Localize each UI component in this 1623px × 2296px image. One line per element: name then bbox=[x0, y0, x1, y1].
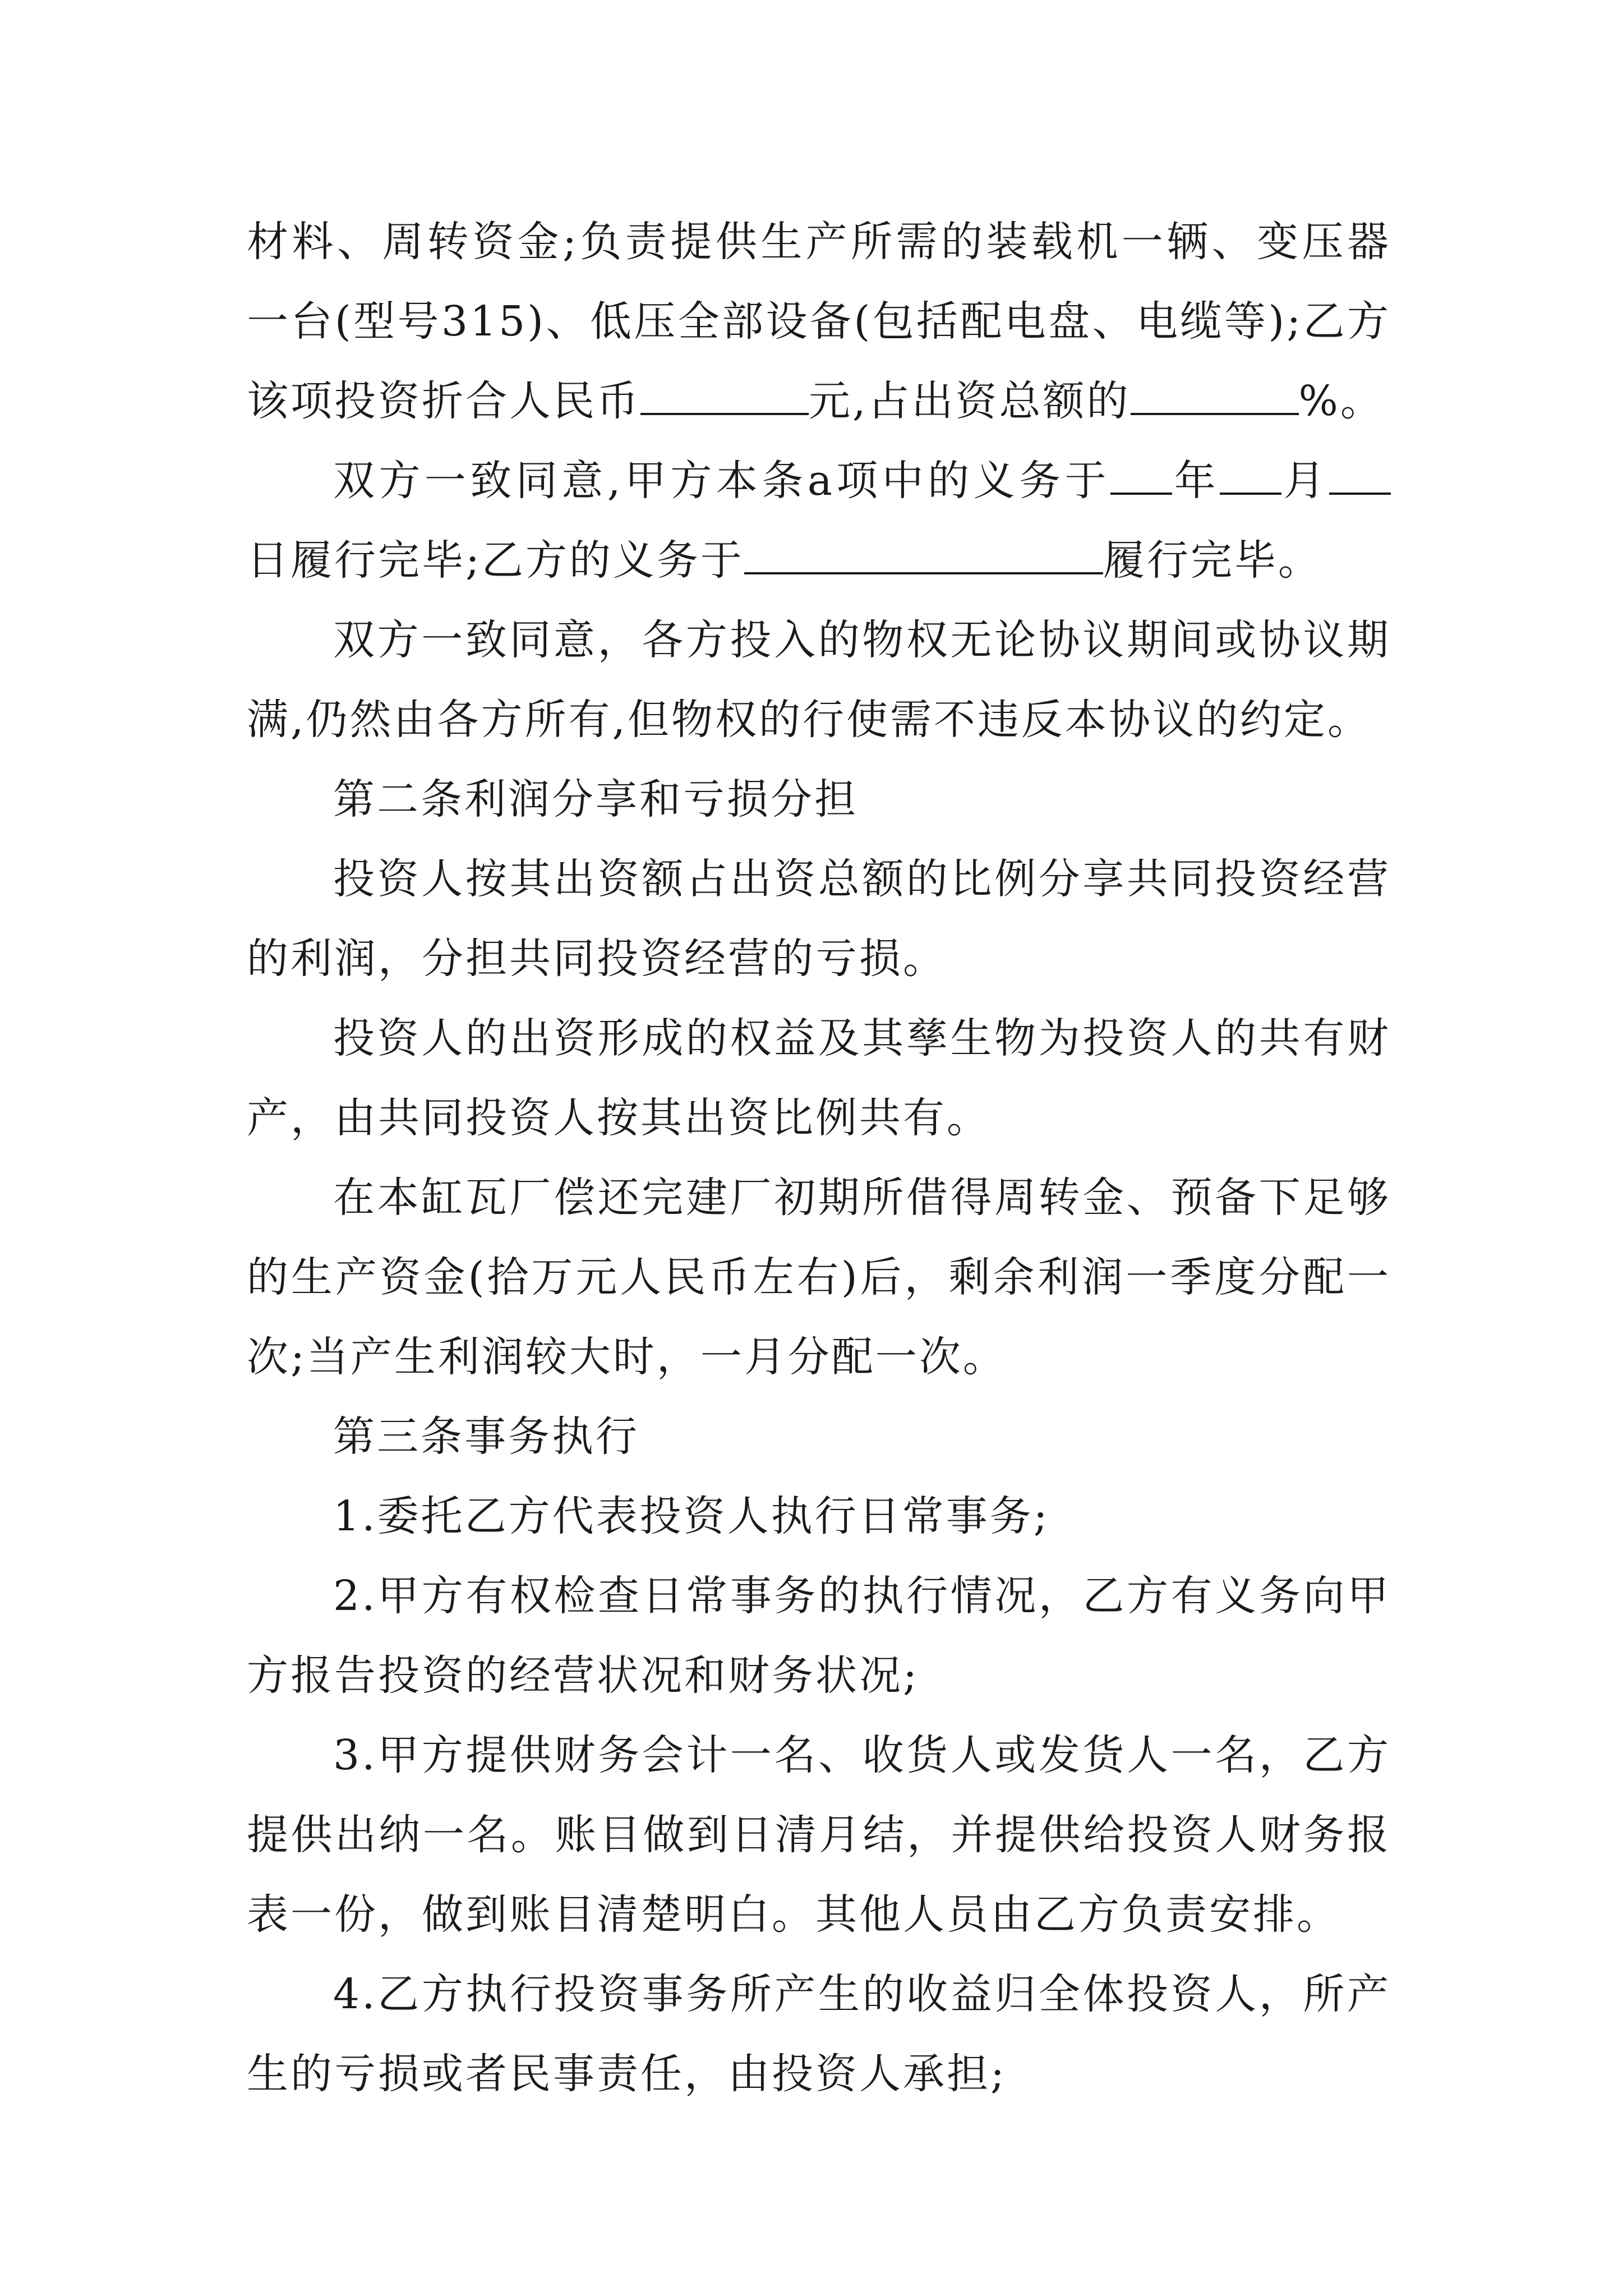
list-item-2: 2.甲方有权检查日常事务的执行情况，乙方有义务向甲方报告投资的经营状况和财务状况; bbox=[247, 1572, 1391, 1700]
blank-day bbox=[1329, 458, 1391, 495]
list-item-4: 4.乙方执行投资事务所产生的收益归全体投资人，所产生的亏损或者民事责任，由投资人承担; bbox=[247, 1970, 1391, 2098]
paragraph-text: 日履行完毕;乙方的义务于 bbox=[247, 536, 744, 585]
paragraph-profit-sharing: 投资人按其出资额占出资总额的比例分享共同投资经营的利润，分担共同投资经营的亏损。 bbox=[247, 855, 1391, 983]
blank-year bbox=[1110, 458, 1172, 495]
paragraph-text: 履行完毕。 bbox=[1103, 536, 1322, 585]
paragraph-obligation-dates bbox=[247, 441, 1391, 600]
section-heading-article-3: 第三条事务执行 bbox=[333, 1412, 639, 1461]
paragraph-text: 材料、周转资金;负责提供生产所需的装载机一辆、变压器一台(型号315)、低压全部设备(包括配电盘、电缆等);乙方该项投资折合人民币 bbox=[247, 218, 1391, 425]
list-item-3: 3.甲方提供财务会计一名、收货人或发货人一名，乙方提供出纳一名。账目做到日清月结，并提供给投资人财务报表一份，做到账目清楚明白。其他人员由乙方负责安排。 bbox=[247, 1731, 1391, 1939]
blank-percentage bbox=[1131, 378, 1299, 415]
section-heading-article-2: 第二条利润分享和亏损分担 bbox=[333, 775, 858, 823]
list-item-1: 1.委托乙方代表投资人执行日常事务; bbox=[333, 1492, 1050, 1540]
blank-month bbox=[1220, 458, 1281, 495]
paragraph-text: 双方一致同意,甲方本条a项中的义务于 bbox=[333, 457, 1111, 505]
document-body bbox=[247, 202, 1391, 2114]
paragraph-text: 年 bbox=[1172, 457, 1220, 505]
blank-date bbox=[744, 537, 1103, 574]
blank-amount bbox=[640, 378, 809, 415]
paragraph-investment-value bbox=[247, 202, 1391, 441]
paragraph-property-rights: 双方一致同意，各方投入的物权无论协议期间或协议期满,仍然由各方所有,但物权的行使需不违反本协议的约定。 bbox=[247, 616, 1391, 744]
paragraph-text: 月 bbox=[1281, 457, 1330, 505]
paragraph-text: 元,占出资总额的 bbox=[809, 377, 1131, 425]
paragraph-common-property: 投资人的出资形成的权益及其孳生物为投资人的共有财产，由共同投资人按其出资比例共有。 bbox=[247, 1014, 1391, 1142]
paragraph-text: %。 bbox=[1298, 377, 1384, 425]
paragraph-profit-distribution: 在本缸瓦厂偿还完建厂初期所借得周转金、预备下足够的生产资金(拾万元人民币左右)后，剩余利润一季度分配一次;当产生利润较大时，一月分配一次。 bbox=[247, 1174, 1391, 1381]
